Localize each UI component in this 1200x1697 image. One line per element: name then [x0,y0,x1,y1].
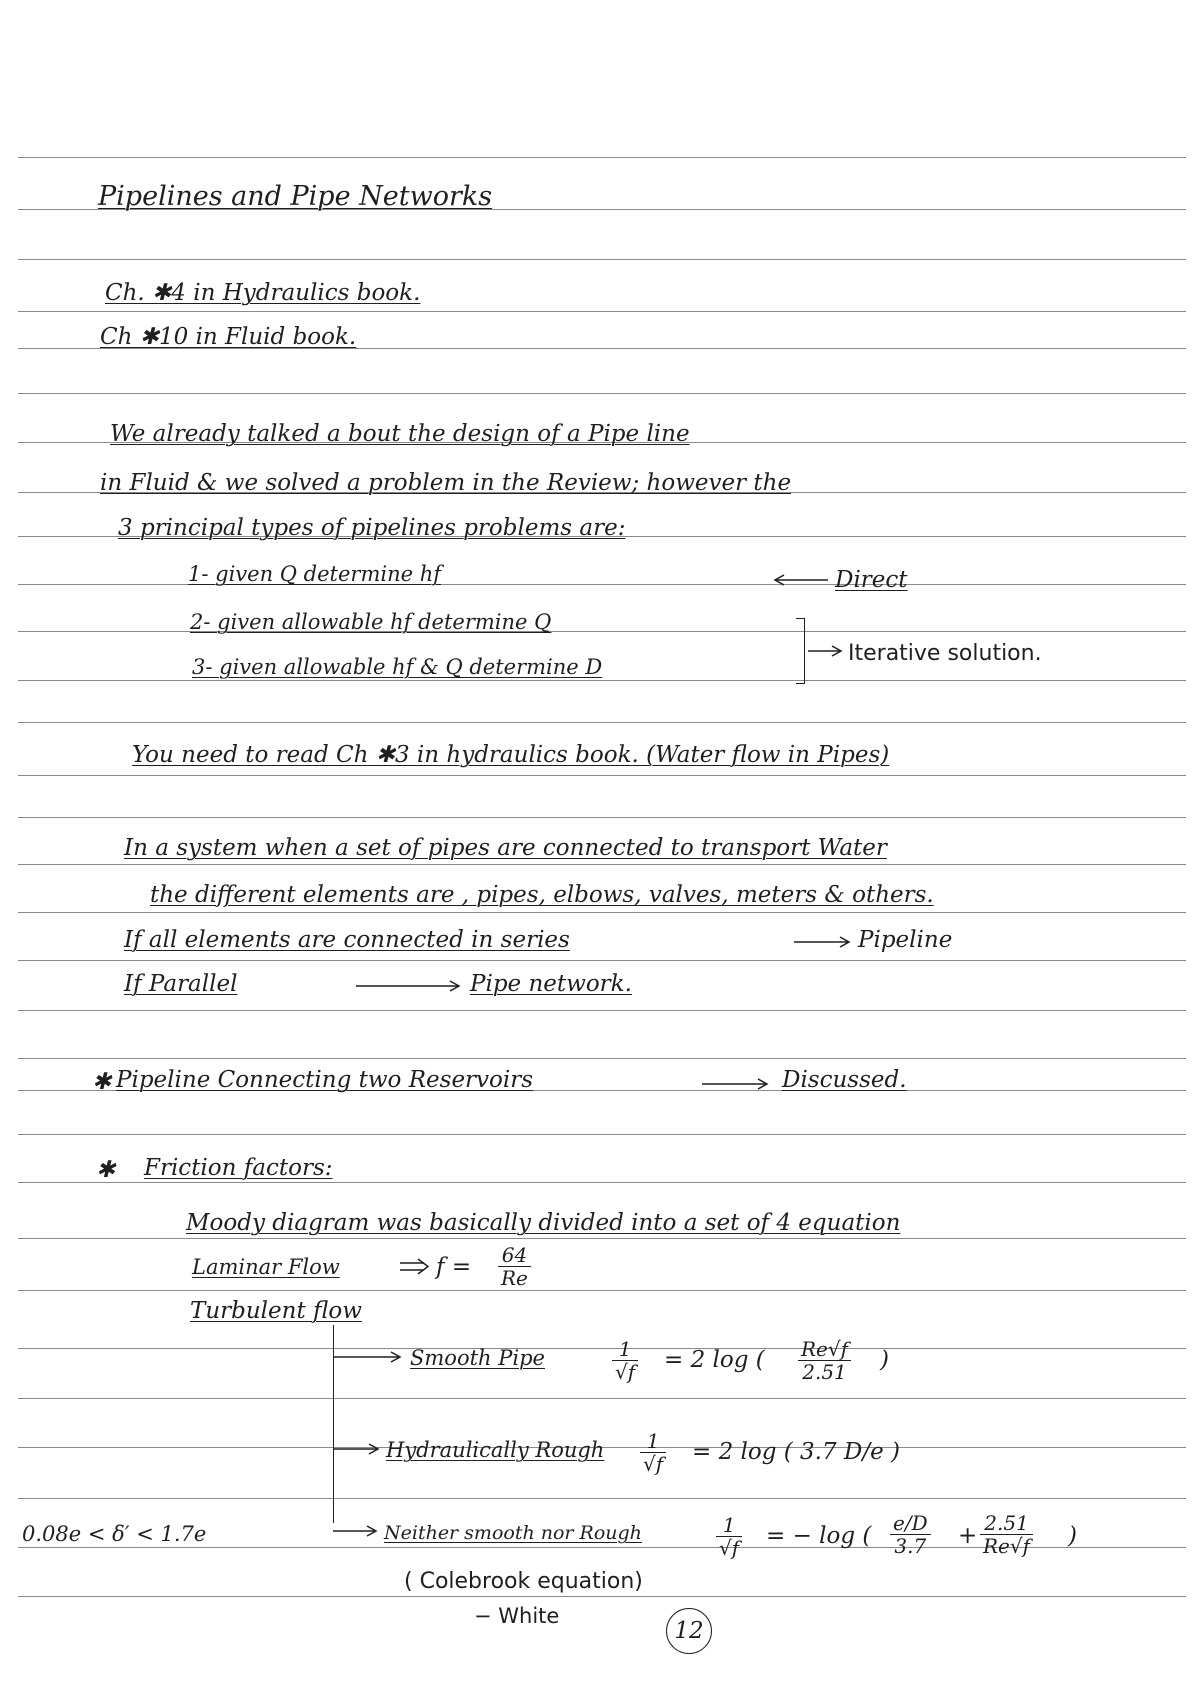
smooth-lhs-fraction [612,1338,638,1383]
fraction-denominator: Re [501,1266,528,1290]
fraction-denominator: √f [643,1452,664,1476]
rule-line [18,1596,1186,1597]
rule-line [18,1010,1186,1011]
rule-line [18,912,1186,913]
fraction-numerator: e/D [890,1512,931,1535]
reference-line: Ch. ✱4 in Hydraulics book. [105,280,421,306]
rule-line [18,1182,1186,1183]
iterative-label: Iterative solution. [848,641,1042,666]
rough-lhs-fraction [640,1430,666,1475]
smooth-rhs-fraction [798,1338,851,1383]
reservoirs-text: Pipeline Connecting two Reservoirs [116,1067,534,1093]
neither-label: Neither smooth nor Rough [384,1522,642,1544]
laminar-equation: f = [436,1254,472,1280]
system-line: the different elements are , pipes, elbows, valves, meters & others. [150,882,934,908]
fraction-denominator: Re√f [983,1534,1031,1558]
fraction-denominator: √f [615,1360,636,1384]
rule-line [18,1498,1186,1499]
rule-line [18,1348,1186,1349]
rule-line [18,722,1186,723]
direct-label: Direct [835,567,908,593]
neither-fraction-2 [980,1512,1033,1557]
page-number: 12 [666,1608,712,1654]
turbulent-label: Turbulent flow [190,1298,362,1324]
page-title: Pipelines and Pipe Networks [98,181,493,212]
rule-line [18,157,1186,158]
implies-arrow-icon [398,1257,432,1277]
brace-bracket [796,618,805,684]
reference-line: Ch ✱10 in Fluid book. [100,324,357,350]
rough-rhs: = 2 log ( 3.7 D/e ) [692,1439,901,1465]
fraction-numerator: 1 [640,1430,666,1453]
arrow-left-icon [770,572,830,588]
intro-line: 3 principal types of pipelines problems are: [118,515,626,541]
arrow-right-icon [333,1523,381,1539]
reservoirs-result: Discussed. [782,1067,907,1093]
parallel-result: Pipe network. [470,971,632,997]
margin-condition: 0.08e < δ′ < 1.7e [22,1522,207,1546]
rule-line [18,1058,1186,1059]
fraction-numerator: 1 [716,1514,742,1537]
neither-fraction-1 [890,1512,931,1557]
series-result: Pipeline [858,927,953,953]
colebrook-label: ( Colebrook equation) [404,1569,643,1594]
rule-line [18,1238,1186,1239]
arrow-right-icon [806,643,846,659]
rule-line [18,393,1186,394]
smooth-rhs: = 2 log ( [664,1347,765,1373]
friction-heading: Friction factors: [144,1155,333,1181]
laminar-fraction [498,1244,531,1289]
problem-item: 2- given allowable hf determine Q [190,610,552,634]
bullet-star-icon: ✱ [92,1069,112,1095]
white-label: − White [474,1604,560,1628]
fraction-numerator: 2.51 [980,1512,1033,1535]
rule-line [18,311,1186,312]
rule-line [18,1134,1186,1135]
fraction-numerator: Re√f [798,1338,851,1361]
series-text: If all elements are connected in series [124,927,570,953]
problem-item: 3- given allowable hf & Q determine D [192,655,603,679]
fraction-numerator: 1 [612,1338,638,1361]
rule-line [18,1290,1186,1291]
intro-line: We already talked a bout the design of a Pipe line [110,421,690,447]
rough-label: Hydraulically Rough [386,1438,605,1462]
parallel-text: If Parallel [124,971,238,997]
close-paren: ) [1068,1523,1077,1549]
rule-line [18,864,1186,865]
bullet-star-icon: ✱ [96,1157,116,1183]
rule-line [18,775,1186,776]
moody-text: Moody diagram was basically divided into a set of 4 equation [186,1210,901,1236]
plus-sign: + [958,1523,978,1549]
rule-line [18,259,1186,260]
close-paren: ) [880,1347,889,1373]
read-note: You need to read Ch ✱3 in hydraulics book. (Water flow in Pipes) [132,742,890,768]
neither-lhs-fraction [716,1514,742,1559]
fraction-denominator: √f [719,1536,740,1560]
neither-rhs: = − log ( [766,1523,872,1549]
arrow-right-icon [792,934,854,950]
arrow-right-icon [354,978,464,994]
rule-line [18,960,1186,961]
rule-line [18,817,1186,818]
intro-line: in Fluid & we solved a problem in the Review; however the [100,470,792,496]
arrow-right-icon [333,1441,383,1457]
fraction-numerator: 64 [498,1244,531,1267]
fraction-denominator: 2.51 [802,1360,847,1384]
arrow-right-icon [700,1076,772,1092]
arrow-right-icon [333,1349,405,1365]
smooth-label: Smooth Pipe [410,1346,545,1370]
rule-line [18,1398,1186,1399]
system-line: In a system when a set of pipes are connected to transport Water [124,835,887,861]
fraction-denominator: 3.7 [894,1534,927,1558]
problem-item: 1- given Q determine hf [188,562,442,586]
laminar-label: Laminar Flow [192,1255,340,1279]
